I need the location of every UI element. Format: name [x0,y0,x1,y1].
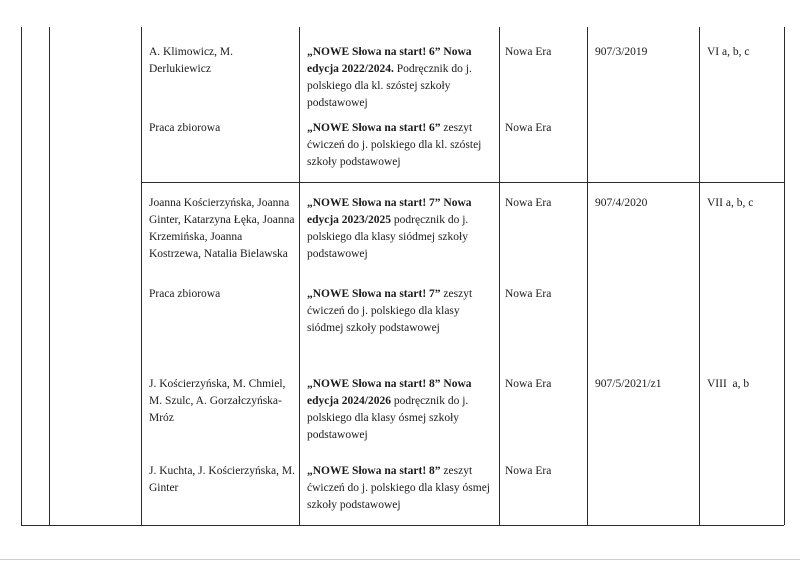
title-cell [307,463,495,514]
column-divider-1 [49,27,50,525]
title-description: zeszyt ćwiczeń do j. polskiego dla klasy ósmej szkoły podstawowej [307,465,491,511]
publisher-cell: Nowa Era [505,288,552,300]
approval-number-cell: 907/5/2021/z1 [595,378,662,390]
title-cell [307,286,495,337]
title-description: zeszyt ćwiczeń do j. polskiego dla kl. szóstej szkoły podstawowej [307,122,482,168]
column-divider-6 [699,27,700,525]
title-description: podręcznik do j. polskiego dla klasy ósmej szkoły podstawowej [307,395,469,441]
title-bold: „NOWE Słowa na start! 7” [307,288,441,300]
title-description: zeszyt ćwiczeń do j. polskiego dla klasy siódmej szkoły podstawowej [307,288,473,334]
classes-cell: VII a, b, c [707,197,754,209]
title-cell [307,195,495,263]
publisher-cell: Nowa Era [505,122,552,134]
authors-cell: A. Klimowicz, M. Derlukiewicz [149,46,234,75]
publisher-cell: Nowa Era [505,197,552,209]
table-border-bottom [21,525,784,526]
approval-number-cell: 907/4/2020 [595,197,648,209]
publisher-cell: Nowa Era [505,378,552,390]
approval-number-cell: 907/3/2019 [595,46,648,58]
title-bold: „NOWE Słowa na start! 6” Nowa edycja 2022/2024. [307,46,472,75]
column-divider-3 [299,27,300,525]
classes-cell: VIII a, b [707,378,750,390]
publisher-cell: Nowa Era [505,46,552,58]
column-divider-5 [587,27,588,525]
title-bold: „NOWE Słowa na start! 8” [307,465,441,477]
group-divider-1 [141,182,784,183]
authors-cell: J. Kościerzyńska, M. Chmiel, M. Szulc, A. Gorzałczyńska-Mróz [149,378,286,424]
title-bold: „NOWE Słowa na start! 7” Nowa edycja 2023/2025 [307,197,472,226]
title-cell [307,120,495,171]
column-divider-2 [141,27,142,525]
publisher-cell: Nowa Era [505,465,552,477]
authors-cell: Praca zbiorowa [149,288,221,300]
title-description: podręcznik do j. polskiego dla klasy siódmej szkoły podstawowej [307,214,469,260]
title-cell [307,44,495,112]
classes-cell: VI a, b, c [707,46,750,58]
table-border-left [21,27,22,525]
title-bold: „NOWE Słowa na start! 8” Nowa edycja 2024/2026 [307,378,472,407]
column-divider-4 [499,27,500,525]
title-bold: „NOWE Słowa na start! 6” [307,122,441,134]
authors-cell: J. Kuchta, J. Kościerzyńska, M. Ginter [149,465,295,494]
title-description: Podręcznik do j. polskiego dla kl. szóstej szkoły podstawowej [307,63,472,109]
table-border-right [784,27,785,525]
authors-cell: Praca zbiorowa [149,122,221,134]
title-cell [307,376,495,444]
page-bottom-divider [0,559,800,560]
authors-cell: Joanna Kościerzyńska, Joanna Ginter, Katarzyna Łęka, Joanna Krzemińska, Joanna Kostrzewa, Natalia Bielawska [149,197,295,260]
